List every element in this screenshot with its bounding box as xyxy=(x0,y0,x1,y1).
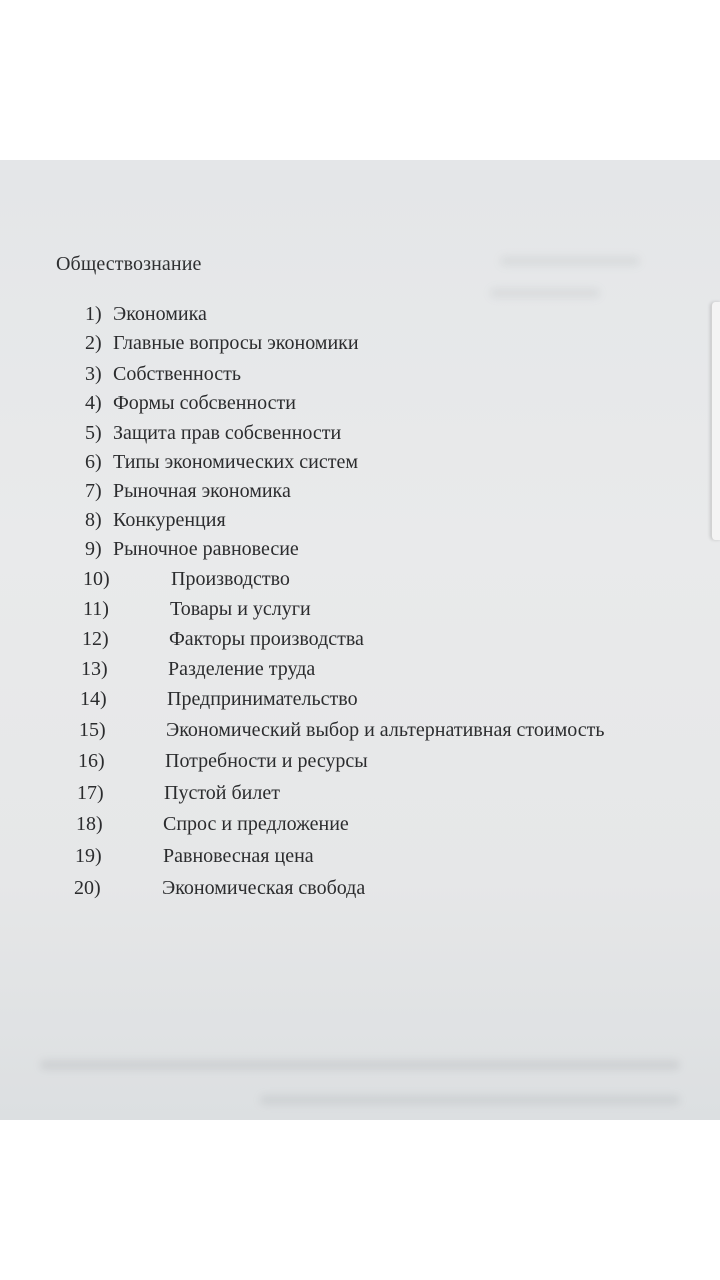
item-text: Производство xyxy=(171,568,290,590)
item-number: 16) xyxy=(78,750,105,772)
item-number: 10) xyxy=(83,568,110,590)
item-number: 19) xyxy=(75,845,102,867)
item-number: 7) xyxy=(85,480,102,502)
item-number: 13) xyxy=(81,658,108,680)
bleed-through-text xyxy=(500,256,640,266)
item-text: Типы экономических систем xyxy=(113,451,358,473)
item-text: Равновесная цена xyxy=(163,845,314,867)
item-text: Экономическая свобода xyxy=(162,877,366,899)
item-number: 4) xyxy=(85,392,102,414)
item-text: Экономика xyxy=(113,303,207,325)
item-text: Конкуренция xyxy=(113,509,226,531)
item-text: Предпринимательство xyxy=(167,688,358,710)
bleed-through-text xyxy=(40,1060,680,1070)
item-number: 11) xyxy=(83,598,109,620)
item-number: 6) xyxy=(85,451,102,473)
bleed-through-text xyxy=(260,1095,680,1105)
item-text: Товары и услуги xyxy=(170,598,311,620)
item-number: 14) xyxy=(80,688,107,710)
document-title: Обществознание xyxy=(56,253,202,275)
item-number: 5) xyxy=(85,422,102,444)
item-number: 18) xyxy=(76,813,103,835)
item-number: 17) xyxy=(77,782,104,804)
item-text: Факторы производства xyxy=(169,628,364,650)
item-text: Экономический выбор и альтернативная стоимость xyxy=(166,719,605,741)
document-photo xyxy=(0,160,720,1120)
item-text: Собственность xyxy=(113,363,241,385)
item-number: 15) xyxy=(79,719,106,741)
item-number: 12) xyxy=(82,628,109,650)
item-text: Рыночная экономика xyxy=(113,480,291,502)
item-text: Формы собсвенности xyxy=(113,392,296,414)
item-number: 3) xyxy=(85,363,102,385)
item-text: Главные вопросы экономики xyxy=(113,332,359,354)
item-text: Спрос и предложение xyxy=(163,813,349,835)
item-number: 1) xyxy=(85,303,102,325)
item-text: Потребности и ресурсы xyxy=(165,750,368,772)
item-text: Защита прав собсвенности xyxy=(113,422,342,444)
item-number: 20) xyxy=(74,877,101,899)
item-text: Рыночное равновесие xyxy=(113,538,299,560)
item-number: 8) xyxy=(85,509,102,531)
item-text: Пустой билет xyxy=(164,782,280,804)
bleed-through-text xyxy=(490,288,600,298)
item-number: 9) xyxy=(85,538,102,560)
scrollbar-handle[interactable] xyxy=(711,302,720,540)
item-text: Разделение труда xyxy=(168,658,316,680)
item-number: 2) xyxy=(85,332,102,354)
